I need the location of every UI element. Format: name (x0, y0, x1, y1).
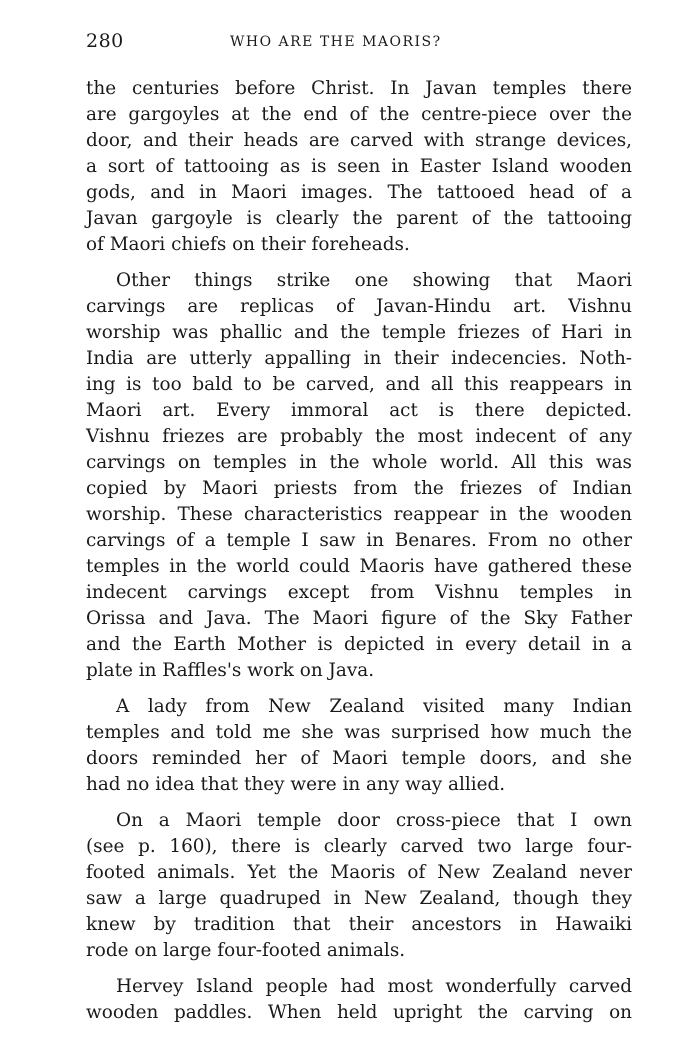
paragraph-4 (86, 808, 632, 964)
paragraph-3 (86, 694, 632, 798)
page-number: 280 (86, 30, 124, 52)
text-line: temples and told me she was surprised how much the (86, 722, 632, 743)
text-line: the centuries before Christ. In Javan temples there (86, 78, 632, 99)
text-line: A lady from New Zealand visited many Indian (116, 696, 632, 717)
text-line: indecent carvings except from Vishnu temples in (86, 582, 632, 603)
text-line: had no idea that they were in any way allied. (86, 774, 506, 795)
text-line: carvings on temples in the whole world. All this was (86, 452, 632, 473)
text-line: footed animals. Yet the Maoris of New Zealand never (86, 862, 632, 883)
text-line: ing is too bald to be carved, and all this reappears in (86, 374, 632, 395)
running-head-title: WHO ARE THE MAORIS? (230, 34, 442, 50)
text-line: India are utterly appalling in their indecencies. Noth- (86, 348, 632, 369)
paragraph-5 (86, 974, 632, 1026)
text-line: Javan gargoyle is clearly the parent of the tattooing (86, 208, 632, 229)
body-text (86, 76, 632, 1026)
text-line: carvings of a temple I saw in Benares. From no other (86, 530, 632, 551)
text-line: (see p. 160), there is clearly carved two large four- (86, 836, 632, 857)
text-line: carvings are replicas of Javan-Hindu art. Vishnu (86, 296, 632, 317)
text-line: Other things strike one showing that Maori (116, 270, 632, 291)
text-line: doors reminded her of Maori temple doors, and she (86, 748, 632, 769)
text-line: and the Earth Mother is depicted in every detail in a (86, 634, 632, 655)
running-header (86, 30, 632, 58)
text-line: copied by Maori priests from the friezes of Indian (86, 478, 632, 499)
text-line: worship was phallic and the temple friezes of Hari in (86, 322, 632, 343)
text-line: worship. These characteristics reappear in the wooden (86, 504, 632, 525)
text-line: temples in the world could Maoris have gathered these (86, 556, 632, 577)
text-line: wooden paddles. When held upright the carving on (86, 1002, 632, 1023)
text-line: rode on large four-footed animals. (86, 940, 406, 961)
text-line: door, and their heads are carved with strange devices, (86, 130, 632, 151)
text-line: Vishnu friezes are probably the most indecent of any (86, 426, 632, 447)
text-line: gods, and in Maori images. The tattooed head of a (86, 182, 632, 203)
text-line: saw a large quadruped in New Zealand, though they (86, 888, 632, 909)
paragraph-1 (86, 76, 632, 258)
text-line: plate in Raffles's work on Java. (86, 660, 375, 681)
paragraph-2 (86, 268, 632, 684)
text-line: Maori art. Every immoral act is there depicted. (86, 400, 632, 421)
text-line: Orissa and Java. The Maori figure of the Sky Father (86, 608, 632, 629)
text-line: Hervey Island people had most wonderfully carved (116, 976, 632, 997)
text-line: knew by tradition that their ancestors in Hawaiki (86, 914, 632, 935)
text-line: On a Maori temple door cross-piece that I own (116, 810, 632, 831)
text-line: are gargoyles at the end of the centre-piece over the (86, 104, 632, 125)
text-line: of Maori chiefs on their foreheads. (86, 234, 410, 255)
text-line: a sort of tattooing as is seen in Easter Island wooden (86, 156, 632, 177)
